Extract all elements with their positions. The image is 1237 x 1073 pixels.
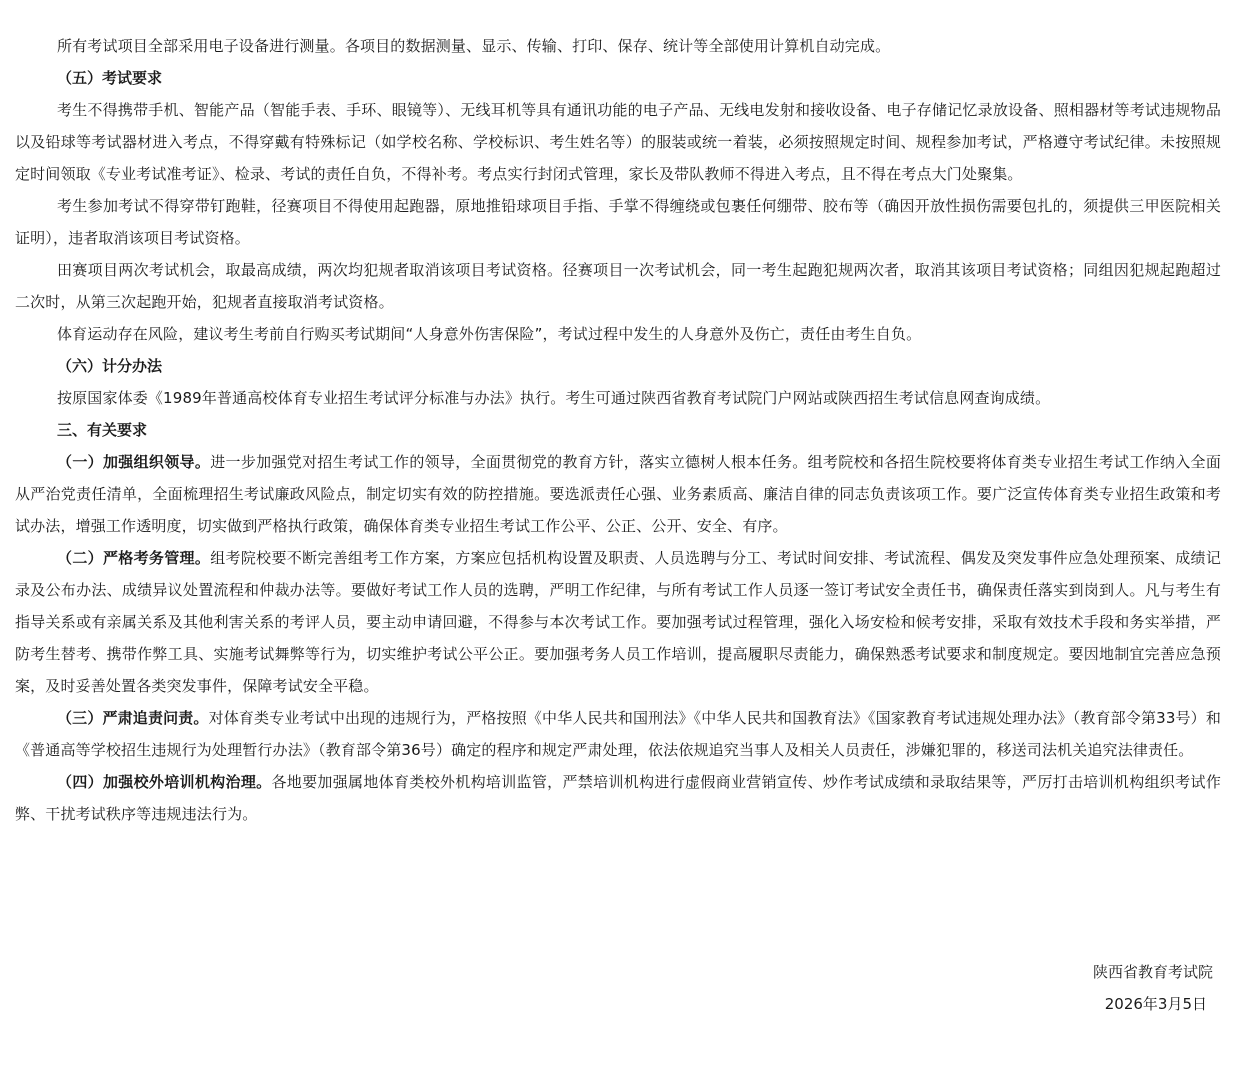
lead-training-institutions: （四）加强校外培训机构治理。 [57,773,272,791]
lead-leadership: （一）加强组织领导。 [57,453,211,471]
document-body [15,30,1221,830]
heading-scoring: （六）计分办法 [57,357,163,375]
signature-date: 2026年3月5日 [1104,995,1207,1013]
paragraph-leadership [15,446,1221,542]
paragraph-scoring: 按原国家体委《1989年普通高校体育专业招生考试评分标准与办法》执行。考生可通过陕西省教育考试院门户网站或陕西招生考试信息网查询成绩。 [57,389,1051,407]
paragraph-training-institutions [15,766,1221,830]
text-exam-management: 组考院校要不断完善组考工作方案，方案应包括机构设置及职责、人员选聘与分工、考试时间安排、考试流程、偶发及突发事件应急处理预案、成绩记录及公布办法、成绩异议处置流程和仲裁办法等。要做好考试工作人员的选聘，严明工作纪律，与所有考试工作人员逐一签订考试安全责任书，确保责任落实到岗到人。凡与考生有指导关系或有亲属关系及其他利害关系的考评人员，要主动申请回避，不得参与本次考试工作。要加强考试过程管理，强化入场安检和候考安排，采取有效技术手段和务实举措，严防考生替考、携带作弊工具、实施考试舞弊等行为，切实维护考试公平公正。要加强考务人员工作培训，提高履职尽责能力，确保熟悉考试要求和制度规定。要因地制宜完善应急预案，及时妥善处置各类突发事件，保障考试安全平稳。 [15,549,1221,695]
heading-exam-requirements: （五）考试要求 [57,69,163,87]
paragraph-accountability [15,702,1221,766]
lead-exam-management: （二）严格考务管理。 [57,549,211,567]
signature-organization: 陕西省教育考试院 [1092,963,1213,981]
text-leadership: 进一步加强党对招生考试工作的领导，全面贯彻党的教育方针，落实立德树人根本任务。组考院校和各招生院校要将体育类专业招生考试工作纳入全面从严治党责任清单，全面梳理招生考试廉政风险点，制定切实有效的防控措施。要选派责任心强、业务素质高、廉洁自律的同志负责该项工作。要广泛宣传体育类专业招生政策和考试办法，增强工作透明度，切实做到严格执行政策，确保体育类专业招生考试工作公平、公正、公开、安全、有序。 [15,453,1221,535]
lead-accountability: （三）严肃追责问责。 [57,709,209,727]
text-accountability: 对体育类专业考试中出现的违规行为，严格按照《中华人民共和国刑法》《中华人民共和国教育法》《国家教育考试违规处理办法》（教育部令第33号）和《普通高等学校招生违规行为处理暂行办法》（教育部令第36号）确定的程序和规定严肃处理，依法依规追究当事人及相关人员责任，涉嫌犯罪的，移送司法机关追究法律责任。 [15,709,1221,759]
paragraph-attempts-rule: 田赛项目两次考试机会，取最高成绩，两次均犯规者取消该项目考试资格。径赛项目一次考试机会，同一考生起跑犯规两次者，取消其该项目考试资格；同组因犯规起跑超过二次时，从第三次起跑开始，犯规者直接取消考试资格。 [15,261,1221,311]
paragraph-equipment: 所有考试项目全部采用电子设备进行测量。各项目的数据测量、显示、传输、打印、保存、统计等全部使用计算机自动完成。 [57,37,891,55]
signature-block [1093,956,1213,1020]
paragraph-exam-management [15,542,1221,702]
text-training-institutions: 各地要加强属地体育类校外机构培训监管，严禁培训机构进行虚假商业营销宣传、炒作考试成绩和录取结果等，严厉打击培训机构组织考试作弊、干扰考试秩序等违规违法行为。 [15,773,1221,823]
paragraph-insurance: 体育运动存在风险，建议考生考前自行购买考试期间“人身意外伤害保险”，考试过程中发生的人身意外及伤亡，责任由考生自负。 [57,325,922,343]
heading-requirements: 三、有关要求 [57,421,148,439]
paragraph-prohibited-items: 考生不得携带手机、智能产品（智能手表、手环、眼镜等）、无线耳机等具有通讯功能的电子产品、无线电发射和接收设备、电子存储记忆录放设备、照相器材等考试违规物品以及铅球等考试器材进入考点，不得穿戴有特殊标记（如学校名称、学校标识、考生姓名等）的服装或统一着装，必须按照规定时间、规程参加考试，严格遵守考试纪律。未按照规定时间领取《专业考试准考证》、检录、考试的责任自负，不得补考。考点实行封闭式管理，家长及带队教师不得进入考点，且不得在考点大门处聚集。 [15,101,1221,183]
paragraph-spikes-rule: 考生参加考试不得穿带钉跑鞋，径赛项目不得使用起跑器，原地推铅球项目手指、手掌不得缠绕或包裹任何绷带、胶布等（确因开放性损伤需要包扎的，须提供三甲医院相关证明），违者取消该项目考试资格。 [15,197,1221,247]
